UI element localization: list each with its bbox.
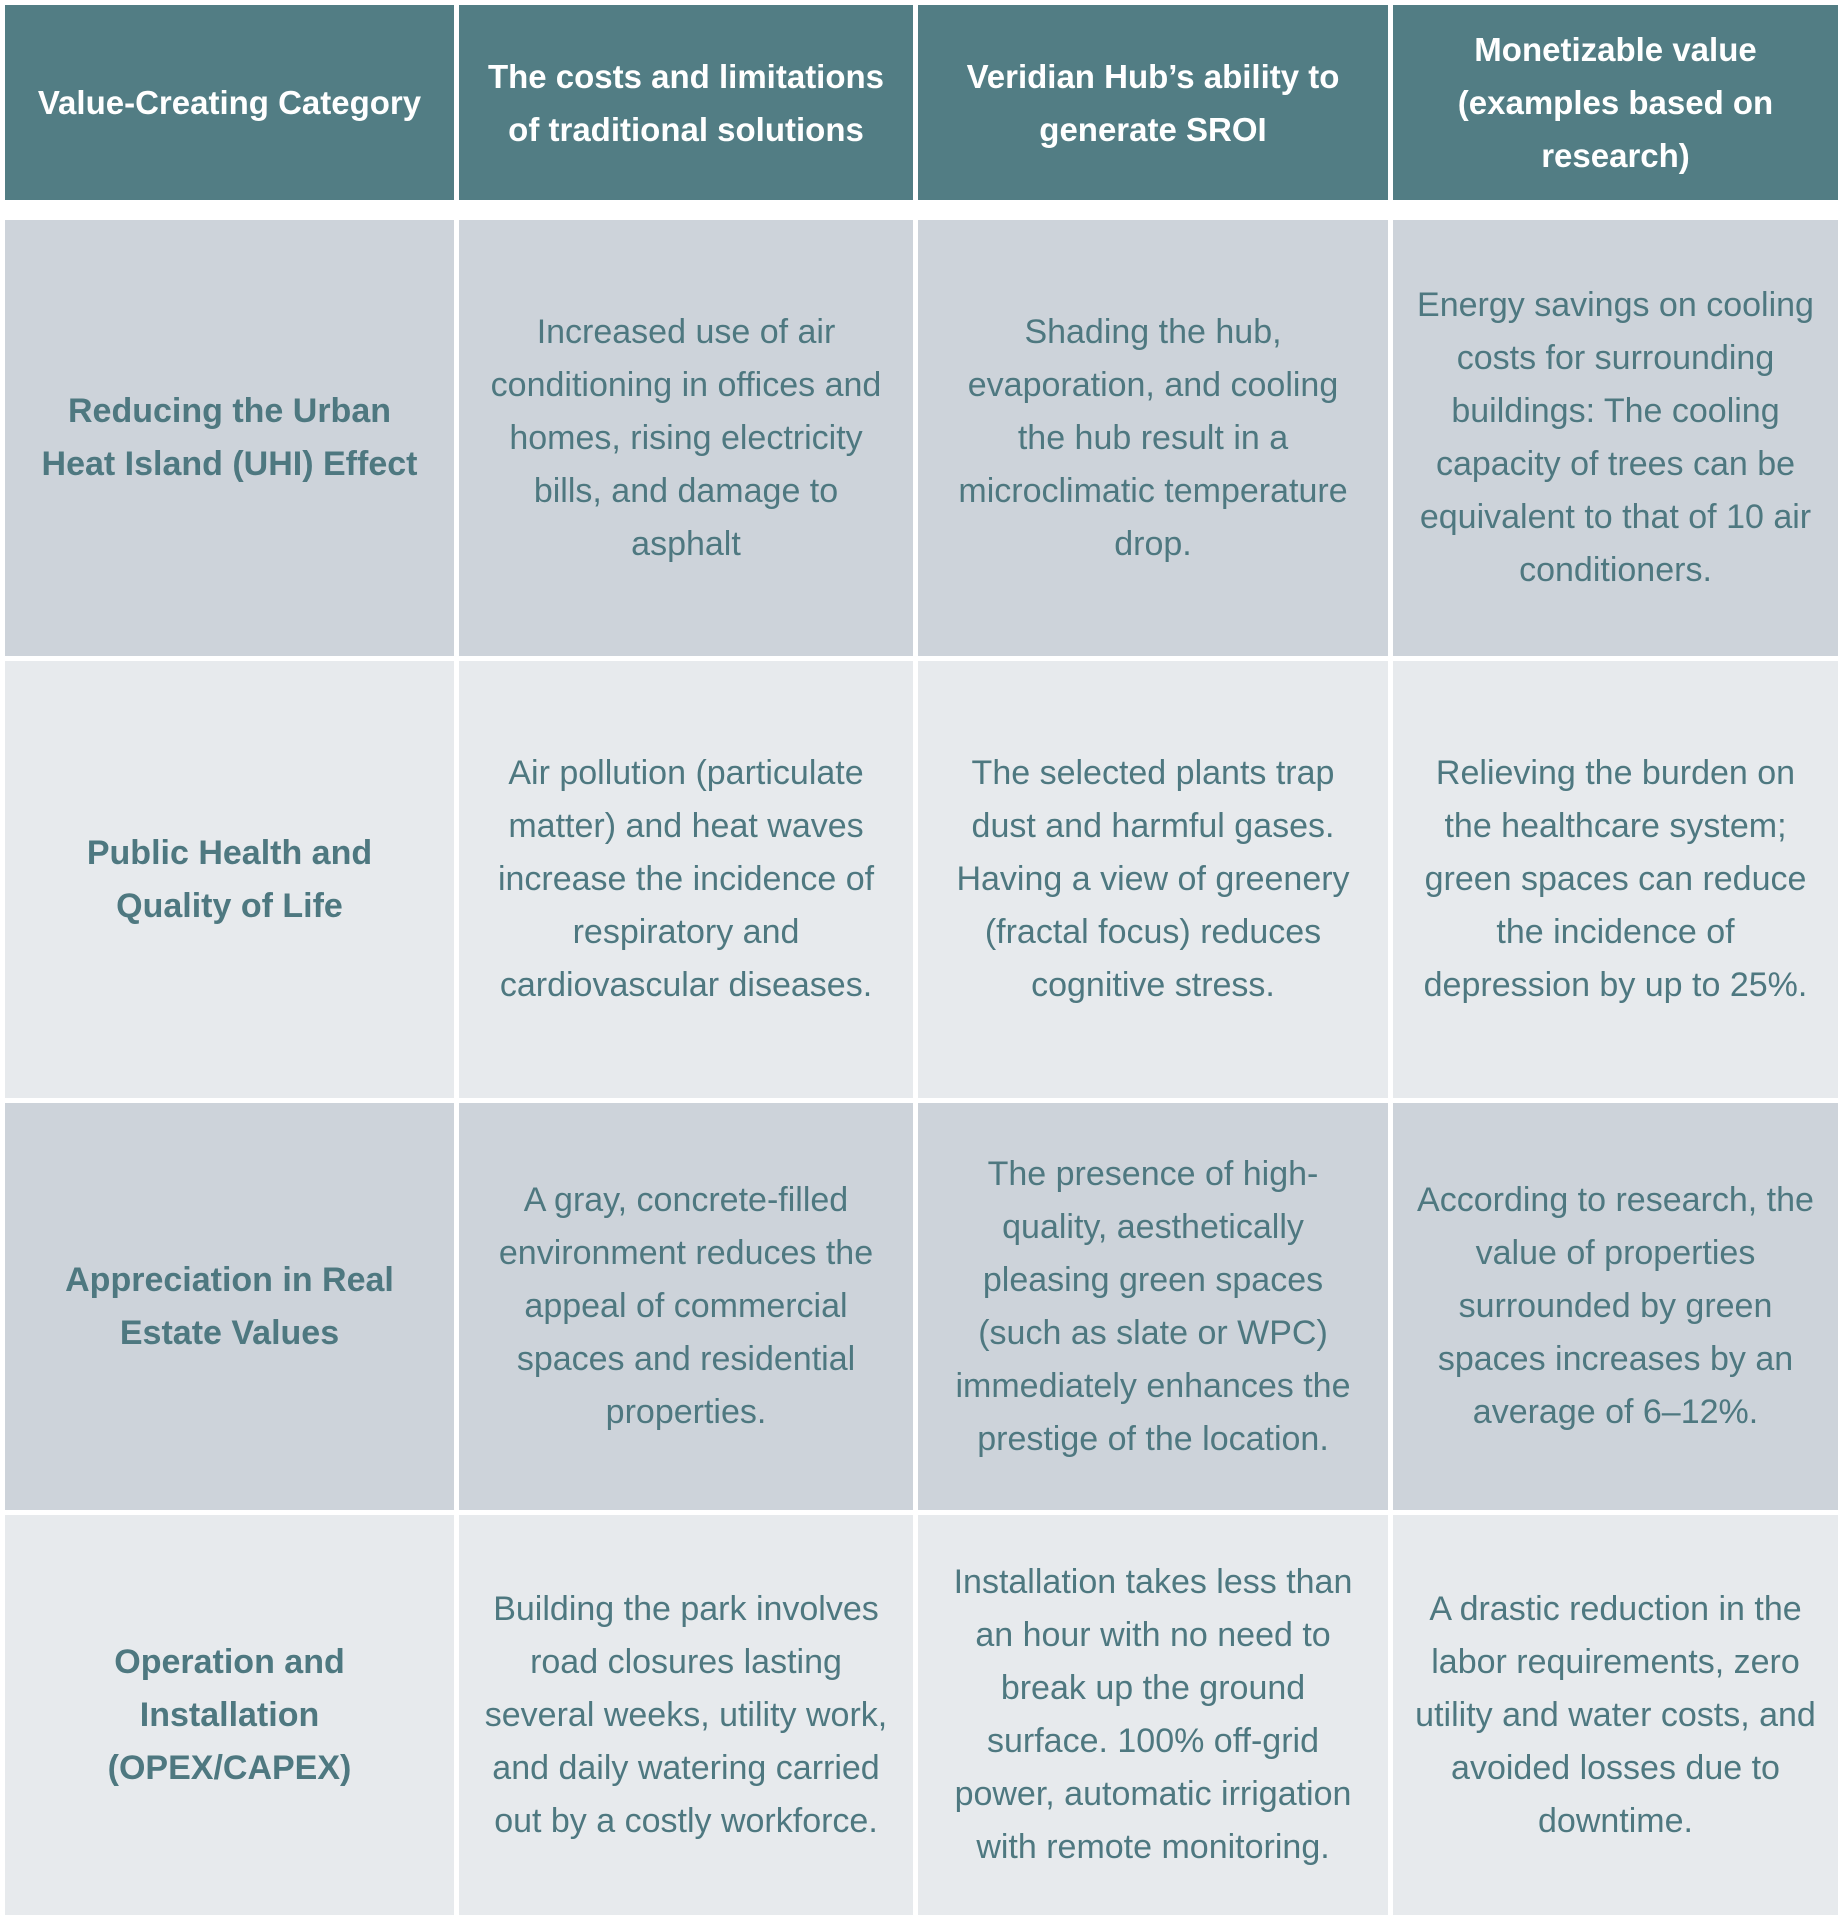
row-traditional: A gray, concrete-filled environment reduces the appeal of commercial spaces and residential properties. — [459, 1103, 913, 1510]
table-header — [5, 5, 1838, 200]
header-traditional-costs: The costs and limitations of traditional solutions — [459, 5, 913, 200]
table-body — [5, 205, 1838, 1915]
row-hub: The presence of high-quality, aesthetically pleasing green spaces (such as slate or WPC) immediately enhances the prestige of the location. — [918, 1103, 1388, 1510]
row-hub: Installation takes less than an hour with no need to break up the ground surface. 100% off-grid power, automatic irrigation with remote monitoring. — [918, 1515, 1388, 1915]
row-hub: The selected plants trap dust and harmful gases. Having a view of greenery (fractal focus) reduces cognitive stress. — [918, 661, 1388, 1098]
row-traditional: Building the park involves road closures lasting several weeks, utility work, and daily watering carried out by a costly workforce. — [459, 1515, 913, 1915]
row-traditional: Increased use of air conditioning in offices and homes, rising electricity bills, and damage to asphalt — [459, 220, 913, 656]
row-value: According to research, the value of properties surrounded by green spaces increases by an average of 6–12%. — [1393, 1103, 1838, 1510]
row-category: Public Health and Quality of Life — [5, 661, 454, 1098]
row-value: Relieving the burden on the healthcare system; green spaces can reduce the incidence of depression by up to 25%. — [1393, 661, 1838, 1098]
row-category: Operation and Installation (OPEX/CAPEX) — [5, 1515, 454, 1915]
row-value: A drastic reduction in the labor requirements, zero utility and water costs, and avoided losses due to downtime. — [1393, 1515, 1838, 1915]
row-category: Appreciation in Real Estate Values — [5, 1103, 454, 1510]
table-row — [5, 661, 1838, 1098]
table-row — [5, 220, 1838, 656]
table-row — [5, 1515, 1838, 1915]
row-traditional: Air pollution (particulate matter) and heat waves increase the incidence of respiratory and cardiovascular diseases. — [459, 661, 913, 1098]
header-hub-sroi: Veridian Hub’s ability to generate SROI — [918, 5, 1388, 200]
header-gap — [5, 205, 1838, 215]
header-row — [5, 5, 1838, 200]
row-category: Reducing the Urban Heat Island (UHI) Effect — [5, 220, 454, 656]
row-value: Energy savings on cooling costs for surrounding buildings: The cooling capacity of trees can be equivalent to that of 10 air conditioners. — [1393, 220, 1838, 656]
header-category: Value-Creating Category — [5, 5, 454, 200]
table-row — [5, 1103, 1838, 1510]
header-monetizable-value: Monetizable value (examples based on research) — [1393, 5, 1838, 200]
row-hub: Shading the hub, evaporation, and cooling the hub result in a microclimatic temperature drop. — [918, 220, 1388, 656]
